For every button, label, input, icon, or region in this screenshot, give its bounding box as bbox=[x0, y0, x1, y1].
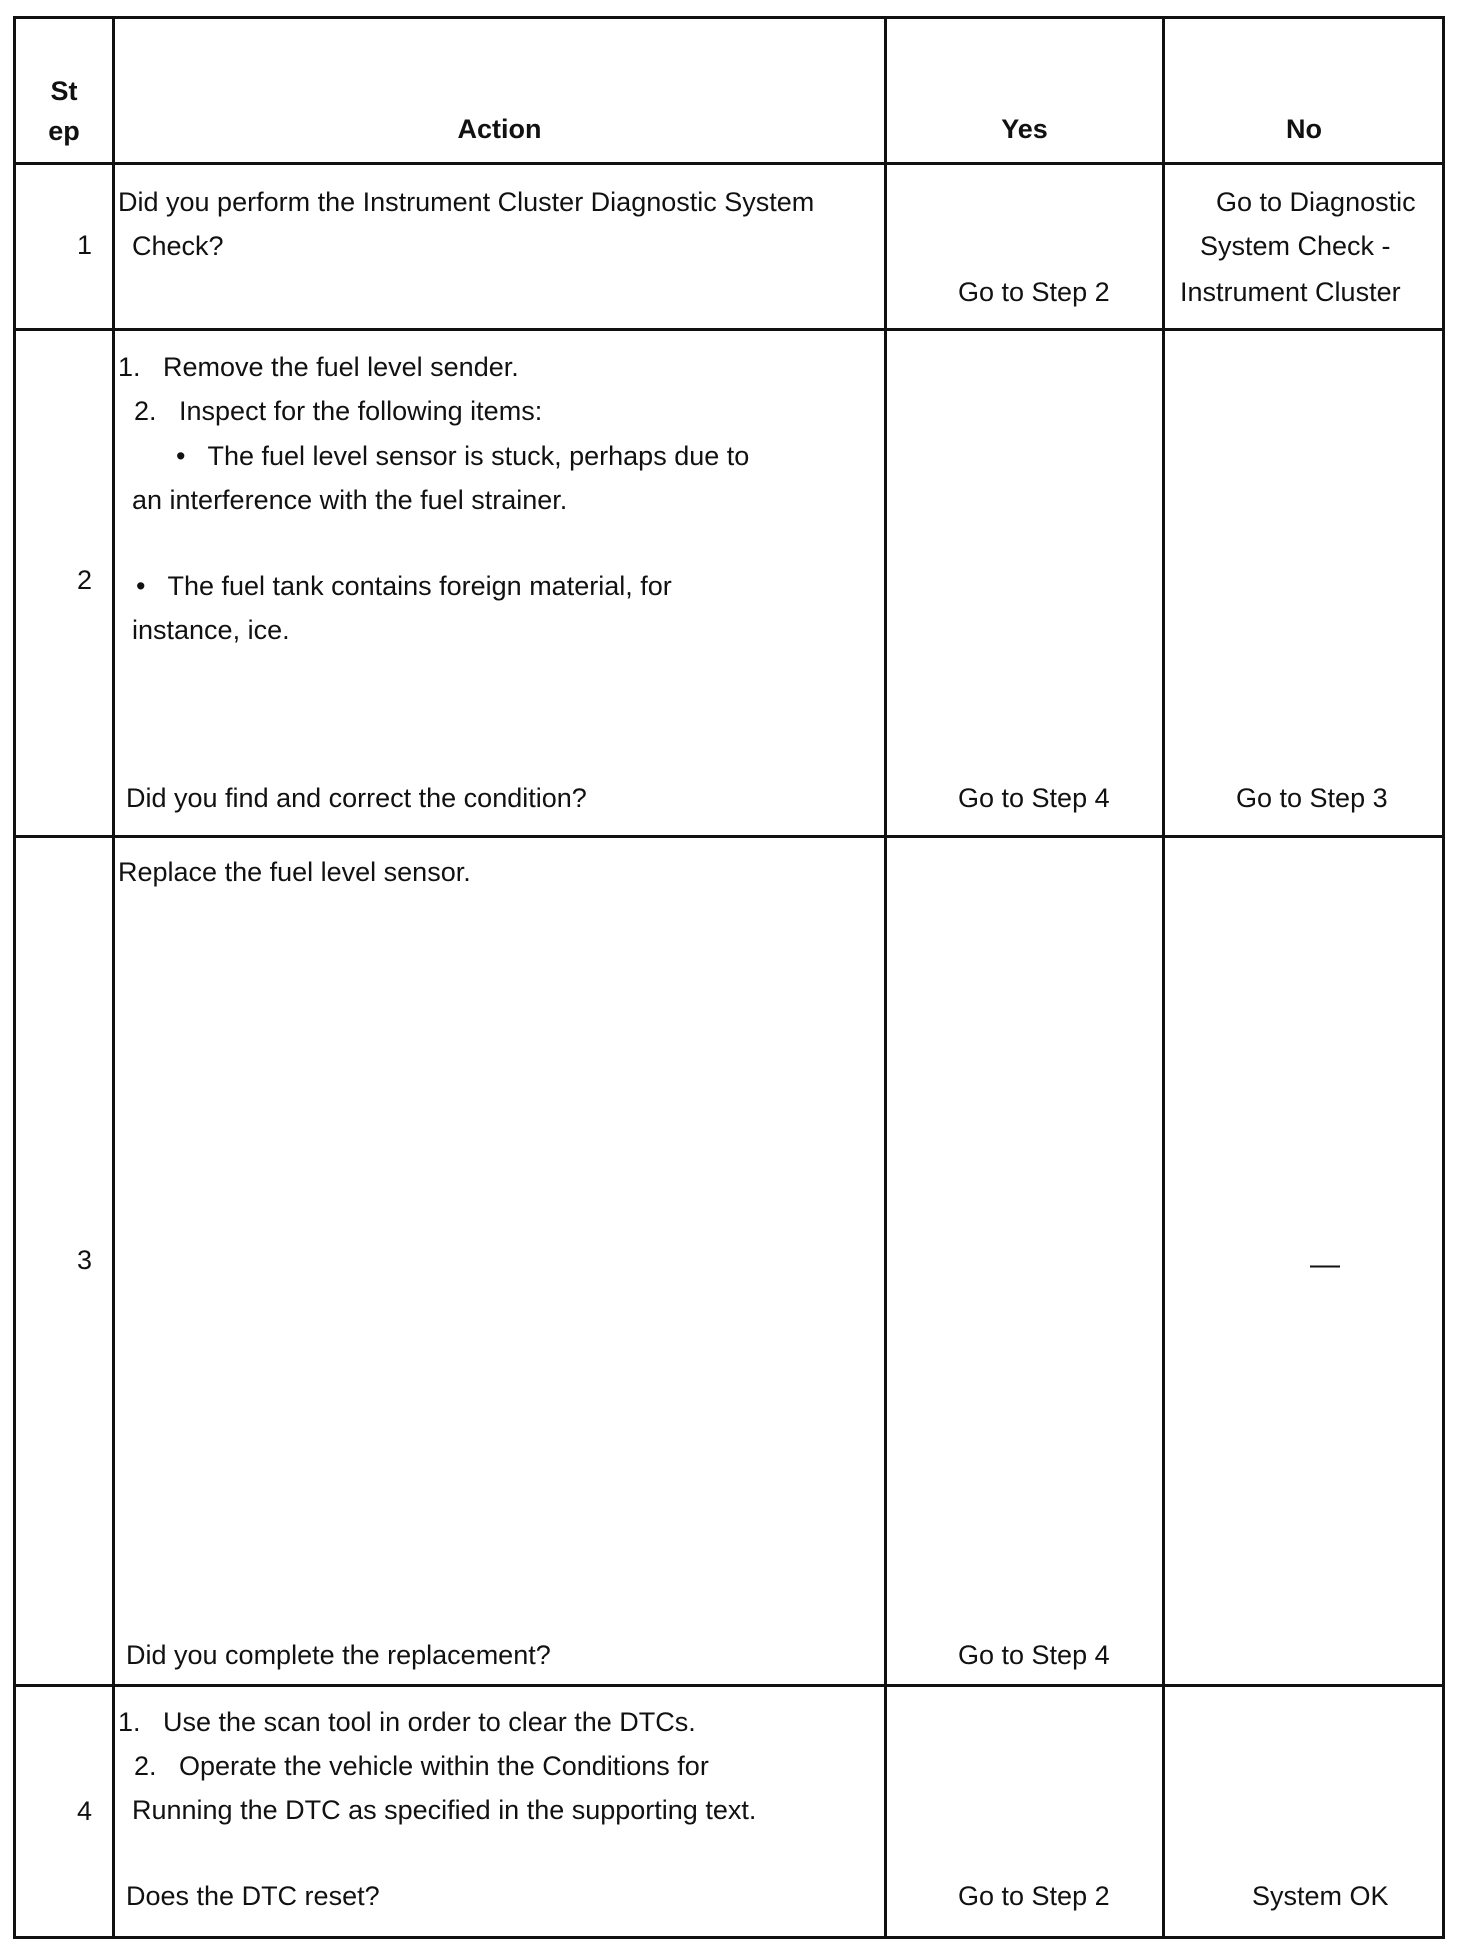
action-text: Replace the fuel level sensor. bbox=[118, 857, 471, 887]
step-number: 4 bbox=[76, 1796, 92, 1826]
action-bullet: • The fuel level sensor is stuck, perhaps due to bbox=[176, 441, 750, 471]
action-text: Check? bbox=[132, 231, 224, 261]
column-divider-step bbox=[112, 16, 115, 1939]
action-item: 1. Use the scan tool in order to clear the DTCs. bbox=[118, 1707, 696, 1737]
no-result: Go to Step 3 bbox=[1236, 783, 1388, 813]
action-item: 2. Inspect for the following items: bbox=[134, 396, 543, 426]
step-number: 1 bbox=[76, 230, 92, 260]
step-number: 3 bbox=[76, 1245, 92, 1275]
yes-result: Go to Step 4 bbox=[958, 1640, 1110, 1670]
column-divider-yes bbox=[1162, 16, 1165, 1939]
no-result: System OK bbox=[1252, 1881, 1389, 1911]
action-question: Did you complete the replacement? bbox=[126, 1640, 551, 1670]
action-text: Did you perform the Instrument Cluster Diagnostic System bbox=[118, 187, 815, 217]
action-item: 1. Remove the fuel level sender. bbox=[118, 352, 519, 382]
action-item: 2. Operate the vehicle within the Conditions for bbox=[134, 1751, 709, 1781]
yes-result: Go to Step 2 bbox=[958, 1881, 1110, 1911]
header-no: No bbox=[1286, 114, 1322, 144]
action-bullet: an interference with the fuel strainer. bbox=[132, 485, 568, 515]
action-item: Running the DTC as specified in the supporting text. bbox=[132, 1795, 757, 1825]
no-result: System Check - bbox=[1200, 231, 1391, 261]
row-divider-header bbox=[13, 162, 1445, 165]
action-question: Does the DTC reset? bbox=[126, 1881, 380, 1911]
no-result: Go to Diagnostic bbox=[1216, 187, 1416, 217]
no-result: Instrument Cluster bbox=[1180, 277, 1401, 307]
header-step-line1: St bbox=[50, 76, 78, 106]
row-divider-3 bbox=[13, 1684, 1445, 1687]
row-divider-2 bbox=[13, 835, 1445, 838]
action-bullet: instance, ice. bbox=[132, 615, 290, 645]
action-bullet: • The fuel tank contains foreign material, for bbox=[136, 571, 672, 601]
action-question: Did you find and correct the condition? bbox=[126, 783, 587, 813]
row-divider-1 bbox=[13, 328, 1445, 331]
step-number: 2 bbox=[76, 565, 92, 595]
header-action: Action bbox=[457, 114, 542, 144]
header-yes: Yes bbox=[1001, 114, 1048, 144]
header-step-line2: ep bbox=[48, 116, 80, 146]
column-divider-action bbox=[884, 16, 887, 1939]
yes-result: Go to Step 2 bbox=[958, 277, 1110, 307]
no-result-dash: — bbox=[1310, 1248, 1340, 1281]
yes-result: Go to Step 4 bbox=[958, 783, 1110, 813]
